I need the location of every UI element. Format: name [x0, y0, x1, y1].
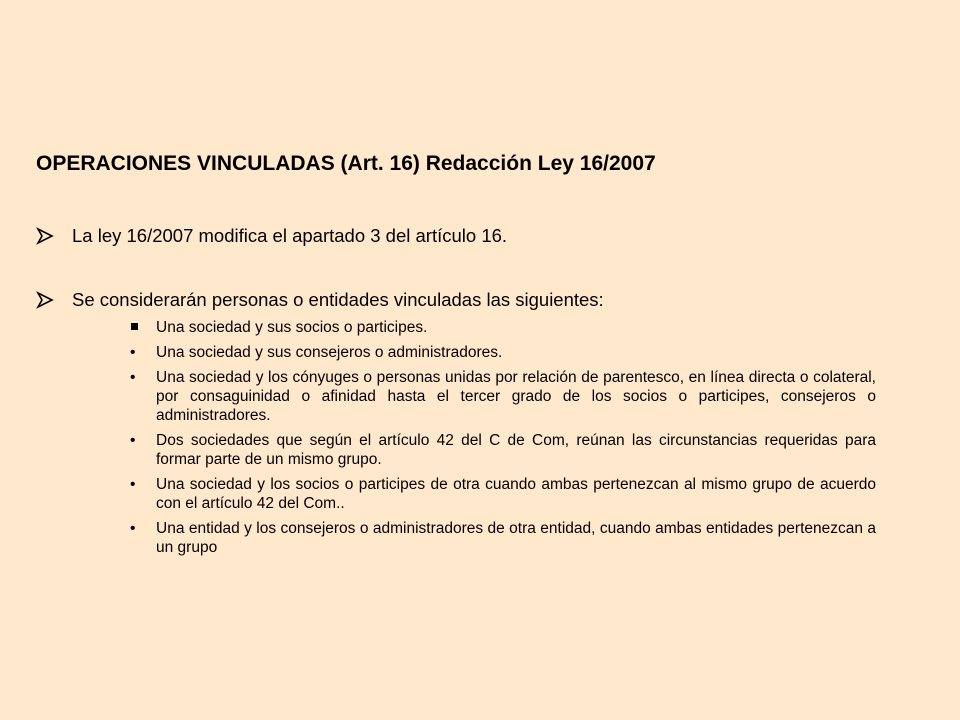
bullet-marker: •: [130, 520, 136, 537]
bullet-marker: •: [130, 432, 136, 449]
list-item-text: Una entidad y los consejeros o administradores de otra entidad, cuando ambas entidades pertenezcan a un grupo: [156, 520, 876, 556]
list-item-text: Una sociedad y los cónyuges o personas unidas por relación de parentesco, en línea directa o colateral, por consaguinidad o afinidad hasta el tercer grado de los socios o participes, consejeros o administradores.: [156, 369, 876, 424]
list-item-text: Una sociedad y los socios o participes de otra cuando ambas pertenezcan al mismo grupo de acuerdo con el artículo 42 del Com..: [156, 476, 876, 512]
arrow-bullet-icon: [36, 227, 54, 245]
list-item-text: Una sociedad y sus consejeros o administradores.: [156, 344, 503, 361]
list-item: [128, 343, 876, 362]
slide-title: OPERACIONES VINCULADAS (Art. 16) Redacción Ley 16/2007: [36, 152, 656, 175]
arrow-bullet-icon: [36, 291, 54, 309]
list-item: [128, 318, 876, 337]
list-item: [128, 519, 876, 557]
list-item-text: Una sociedad y sus socios o participes.: [156, 319, 428, 336]
bullet-text: Se considerarán personas o entidades vinculadas las siguientes:: [72, 289, 604, 310]
sub-list: [128, 318, 876, 563]
list-item: [128, 475, 876, 513]
bullet-marker: •: [130, 369, 136, 386]
square-icon: [131, 323, 138, 330]
list-item: [128, 368, 876, 425]
bullet-text: La ley 16/2007 modifica el apartado 3 del artículo 16.: [72, 225, 508, 246]
list-item: [128, 431, 876, 469]
bullet-marker: •: [130, 476, 136, 493]
list-item-text: Dos sociedades que según el artículo 42 del C de Com, reúnan las circunstancias requeridas para formar parte de un mismo grupo.: [156, 432, 876, 468]
bullet-marker: •: [130, 344, 136, 361]
